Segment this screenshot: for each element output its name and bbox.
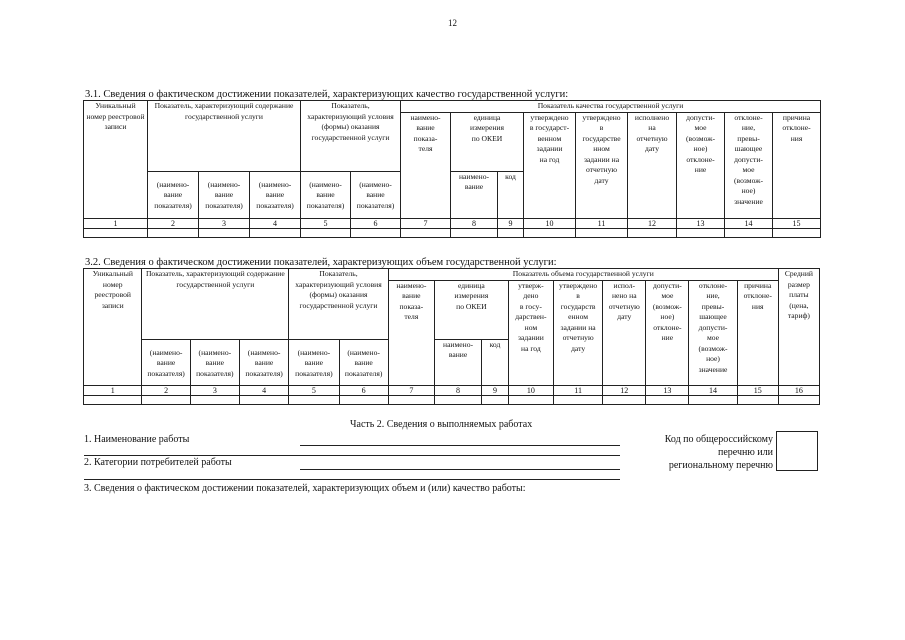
okved-code-box[interactable]	[776, 431, 818, 471]
section-3-1-title: 3.1. Сведения о фактическом достижении показателей, характеризующих качество государственной услуги:	[85, 89, 569, 100]
column-number: 8	[434, 385, 481, 395]
column-number: 15	[737, 385, 778, 395]
header-approved-date: утверждено в государств енном задании на отчетную дату	[553, 280, 602, 385]
page-number: 12	[448, 18, 457, 28]
header-deviation-reason: причина отклоне- ния	[773, 112, 821, 218]
column-number: 9	[482, 385, 509, 395]
sub-indicator-name: (наимено- вание показателя)	[239, 339, 288, 385]
sub-indicator-name: (наимено- вание показателя)	[190, 339, 239, 385]
column-number: 3	[190, 385, 239, 395]
empty-cell	[148, 228, 199, 237]
sub-indicator-name: (наимено- вание показателя)	[339, 339, 388, 385]
header-allowed-deviation: допусти- мое (возмож- ное) отклоне- ние	[677, 112, 725, 218]
column-number: 7	[401, 218, 451, 228]
sub-indicator-name: (наимено- вание показателя)	[199, 171, 250, 218]
header-excess-deviation: отклоне- ние, превы- шающее допусти- мое (возмож- ное) значение	[725, 112, 773, 218]
column-number: 1	[84, 218, 148, 228]
header-conditions-indicator: Показатель, характеризующий условия (формы) оказания государственной услуги	[301, 101, 401, 172]
empty-cell	[250, 228, 301, 237]
work-name-line-2	[84, 455, 620, 456]
header-allowed-deviation: допусти- мое (возмож- ное) отклоне- ние	[646, 280, 689, 385]
header-approved-date: утверждено в государстве нном задании на отчетную дату	[576, 112, 628, 218]
header-unit-code: код	[498, 171, 524, 218]
header-unique-record: Уникальный номер реестровой записи	[84, 269, 142, 386]
consumers-line	[300, 469, 620, 470]
empty-cell	[190, 395, 239, 404]
header-unit-name: наимено- вание	[451, 171, 498, 218]
column-number: 3	[199, 218, 250, 228]
work-name-label: 1. Наименование работы	[84, 434, 190, 445]
header-unit-code: код	[482, 339, 509, 385]
empty-cell	[689, 395, 737, 404]
column-number: 13	[646, 385, 689, 395]
okved-code-label: Код по общероссийскому перечню или региональному перечню	[664, 434, 773, 471]
column-number: 1	[84, 385, 142, 395]
header-excess-deviation: отклоне- ние, превы- шающее допусти- мое (возмож- ное) значение	[689, 280, 737, 385]
column-number: 15	[773, 218, 821, 228]
column-number: 8	[451, 218, 498, 228]
column-number: 16	[778, 385, 819, 395]
empty-cell	[289, 395, 339, 404]
header-unit-name: наимено- вание	[434, 339, 481, 385]
header-deviation-reason: причина отклоне- ния	[737, 280, 778, 385]
empty-cell	[434, 395, 481, 404]
empty-cell	[576, 228, 628, 237]
part-2-title: Часть 2. Сведения о выполняемых работах	[350, 419, 533, 430]
column-number: 13	[677, 218, 725, 228]
empty-cell	[339, 395, 388, 404]
header-unique-record: Уникальный номер реестровой записи	[84, 101, 148, 219]
quality-table	[83, 100, 821, 238]
column-number: 14	[725, 218, 773, 228]
header-quality-indicator: Показатель качества государственной услуги	[401, 101, 821, 113]
empty-cell	[301, 228, 351, 237]
column-number: 11	[553, 385, 602, 395]
empty-cell	[401, 228, 451, 237]
empty-cell	[524, 228, 576, 237]
empty-cell	[388, 395, 434, 404]
empty-cell	[646, 395, 689, 404]
column-number: 2	[142, 385, 190, 395]
column-number: 7	[388, 385, 434, 395]
empty-cell	[199, 228, 250, 237]
empty-cell	[451, 228, 498, 237]
column-number: 10	[508, 385, 553, 395]
consumers-label: 2. Категории потребителей работы	[84, 457, 232, 468]
empty-cell	[737, 395, 778, 404]
column-number: 4	[250, 218, 301, 228]
header-indicator-name: наимено- вание показа- теля	[401, 112, 451, 218]
column-number: 12	[628, 218, 677, 228]
empty-cell	[351, 228, 401, 237]
empty-cell	[84, 228, 148, 237]
header-unit-okei: единица измерения по ОКЕИ	[451, 112, 524, 171]
column-number: 9	[498, 218, 524, 228]
header-volume-indicator: Показатель объема государственной услуги	[388, 269, 778, 281]
column-number: 11	[576, 218, 628, 228]
header-approved-year: утверж- дено в госу- дарствен- ном задании на год	[508, 280, 553, 385]
header-executed: исполнено на отчетную дату	[628, 112, 677, 218]
column-number: 5	[301, 218, 351, 228]
column-number: 14	[689, 385, 737, 395]
header-indicator-name: наимено- вание показа- теля	[388, 280, 434, 385]
header-conditions-indicator: Показатель, характеризующий условия (формы) оказания государственной услуги	[289, 269, 389, 340]
empty-cell	[84, 395, 142, 404]
work-name-line	[300, 445, 620, 446]
empty-cell	[603, 395, 646, 404]
empty-cell	[142, 395, 190, 404]
sub-indicator-name: (наимено- вание показателя)	[250, 171, 301, 218]
sub-indicator-name: (наимено- вание показателя)	[142, 339, 190, 385]
empty-cell	[725, 228, 773, 237]
column-number: 12	[603, 385, 646, 395]
empty-cell	[553, 395, 602, 404]
sub-indicator-name: (наимено- вание показателя)	[148, 171, 199, 218]
header-unit-okei: единица измерения по ОКЕИ	[434, 280, 508, 339]
empty-cell	[239, 395, 288, 404]
empty-cell	[482, 395, 509, 404]
header-content-indicator: Показатель, характеризующий содержание государственной услуги	[148, 101, 301, 172]
header-average-fee: Средний размер платы (цена, тариф)	[778, 269, 819, 386]
column-number: 6	[339, 385, 388, 395]
sub-indicator-name: (наимено- вание показателя)	[301, 171, 351, 218]
section-3-2-title: 3.2. Сведения о фактическом достижении показателей, характеризующих объем государственной услуги:	[85, 257, 557, 268]
empty-cell	[508, 395, 553, 404]
column-number: 10	[524, 218, 576, 228]
sub-indicator-name: (наимено- вание показателя)	[351, 171, 401, 218]
empty-cell	[778, 395, 819, 404]
header-content-indicator: Показатель, характеризующий содержание государственной услуги	[142, 269, 289, 340]
sub-indicator-name: (наимено- вание показателя)	[289, 339, 339, 385]
column-number: 2	[148, 218, 199, 228]
header-executed: испол- нено на отчетную дату	[603, 280, 646, 385]
header-approved-year: утверждено в государст- венном задании на год	[524, 112, 576, 218]
volume-table	[83, 268, 820, 405]
column-number: 5	[289, 385, 339, 395]
empty-cell	[677, 228, 725, 237]
empty-cell	[628, 228, 677, 237]
consumers-line-2	[84, 479, 620, 480]
empty-cell	[498, 228, 524, 237]
column-number: 6	[351, 218, 401, 228]
column-number: 4	[239, 385, 288, 395]
empty-cell	[773, 228, 821, 237]
section-3-work-label: 3. Сведения о фактическом достижении показателей, характеризующих объем и (или) качество работы:	[84, 483, 526, 494]
